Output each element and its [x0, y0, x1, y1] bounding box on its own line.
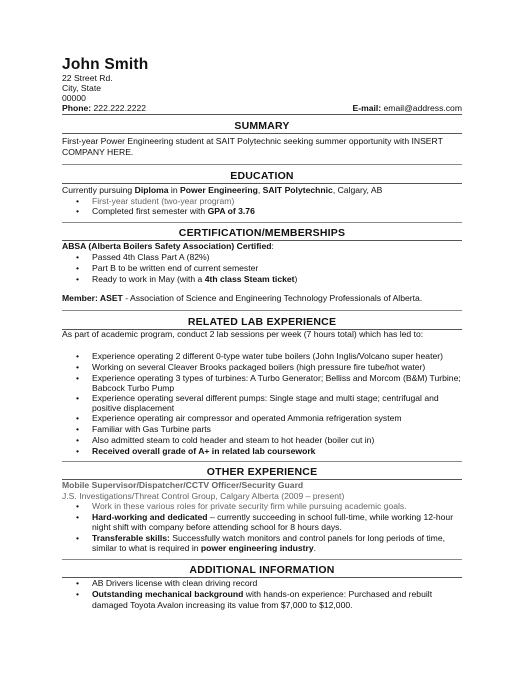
bullet-icon: •: [76, 435, 80, 445]
job-company: J.S. Investigations/Threat Control Group, Calgary Alberta (2009 – present): [62, 491, 345, 501]
cert-name-line: [62, 241, 274, 251]
other-bullet-3-bold: Transferable skills:: [92, 533, 170, 543]
cert-steam-end: ): [294, 274, 298, 284]
education-bullet-2: [92, 206, 464, 217]
bullet-icon: •: [76, 578, 80, 588]
education-location: , Calgary, AB: [332, 185, 383, 195]
certification-heading: CERTIFICATION/MEMBERSHIPS: [178, 227, 346, 239]
education-pre: Currently pursuing: [62, 185, 135, 195]
education-heading: EDUCATION: [230, 170, 294, 182]
cert-colon: :: [271, 241, 274, 251]
other-bullet-2-bold: Hard-working and dedicated: [92, 512, 208, 522]
additional-top-rule: [62, 559, 462, 560]
education-in: in: [168, 185, 180, 195]
lab-bullet-7: Also admitted steam to cold header and steam to hot header (boiler cut in): [92, 435, 375, 445]
phone-number: 222.222.2222: [93, 103, 147, 113]
other-bullet-3-text: Successfully watch monitors and control panels for long periods of time,: [169, 533, 446, 543]
education-bullet-1: First-year student (two-year program): [92, 196, 235, 206]
additional-bullet-2-line-1: [92, 589, 464, 600]
other-bullet-3-end: .: [313, 543, 316, 553]
bullet-icon: •: [76, 512, 80, 522]
zip-code: 00000: [62, 93, 86, 103]
summary-rule: [62, 133, 462, 134]
cert-bullet-3-text: Ready to work in May (with a: [92, 274, 205, 284]
certification-top-rule: [62, 222, 462, 223]
bullet-icon: •: [76, 351, 80, 361]
cert-name: ABSA (Alberta Boilers Safety Association) Certified: [62, 241, 272, 251]
member-text: - Association of Science and Engineering Technology Professionals of Alberta.: [122, 293, 423, 303]
other-bullet-1: Work in these various roles for private security firm while pursuing academic goals.: [92, 501, 407, 511]
other-bullet-3-text-2: similar to what is required in: [92, 543, 201, 553]
other-bullet-3-bold-2: power engineering industry: [200, 543, 314, 553]
additional-bullet-2-line-2: damaged Toyota Avalon increasing its value from $7,000 to $12,000.: [92, 600, 353, 610]
bullet-icon: •: [76, 252, 80, 262]
education-bullet-2-text: Completed first semester with: [92, 206, 208, 216]
bullet-icon: •: [76, 533, 80, 543]
lab-bullet-8: Received overall grade of A+ in related lab coursework: [92, 446, 316, 456]
lab-top-rule: [62, 310, 462, 311]
bullet-icon: •: [76, 373, 80, 383]
bullet-icon: •: [76, 263, 80, 273]
lab-intro: As part of academic program, conduct 2 lab sessions per week (7 hours total) which has led to:: [62, 329, 424, 339]
bullet-icon: •: [76, 274, 80, 284]
email-address[interactable]: email@address.com: [383, 103, 462, 113]
additional-bullet-2-bold: Outstanding mechanical background: [92, 589, 244, 599]
address-line-1: 22 Street Rd.: [62, 73, 113, 83]
lab-bullet-4-line-2: positive displacement: [92, 403, 175, 413]
additional-bullet-1: AB Drivers license with clean driving record: [92, 578, 258, 588]
bullet-icon: •: [76, 362, 80, 372]
header-rule: [62, 114, 462, 115]
other-bullet-2-line-2: night shift with company before attending school for 8 hours days.: [92, 522, 342, 532]
candidate-name: John Smith: [62, 56, 149, 73]
other-top-rule: [62, 461, 462, 462]
bullet-icon: •: [76, 393, 80, 403]
email-label: E-mail:: [352, 103, 382, 113]
additional-bullet-2-text: with hands-on experience: Purchased and rebuilt: [243, 589, 433, 599]
bullet-icon: •: [76, 446, 80, 456]
lab-bullet-4-line-1: Experience operating several different pumps: Single stage and multi stage; centrifugal and: [92, 393, 439, 403]
bullet-icon: •: [76, 196, 80, 206]
lab-bullet-2: Working on several Cleaver Brooks packaged boilers (high pressure fire tube/hot water): [92, 362, 426, 372]
other-bullet-2-text: – currently succeeding in school full-time, while working 12-hour: [207, 512, 454, 522]
membership-line: [62, 293, 422, 303]
bullet-icon: •: [76, 206, 80, 216]
email-line: [352, 103, 462, 113]
summary-text-line-2: COMPANY HERE.: [62, 147, 134, 157]
education-degree: Diploma: [134, 185, 169, 195]
additional-heading: ADDITIONAL INFORMATION: [189, 564, 335, 576]
summary-text-line-1: First-year Power Engineering student at SAIT Polytechnic seeking summer opportunity with INSERT: [62, 136, 443, 146]
other-bullet-3-line-1: [92, 533, 464, 544]
member-label: Member: ASET: [62, 293, 123, 303]
education-gpa: GPA of 3.76: [207, 206, 255, 216]
other-bullet-3-line-2: [92, 543, 464, 554]
job-title: Mobile Supervisor/Dispatcher/CCTV Officer/Security Guard: [62, 480, 304, 490]
lab-bullet-6: Familiar with Gas Turbine parts: [92, 424, 211, 434]
education-top-rule: [62, 164, 462, 165]
bullet-icon: •: [76, 589, 80, 599]
phone-line: [62, 103, 146, 113]
education-rule: [62, 183, 462, 184]
cert-bullet-1: Passed 4th Class Part A (82%): [92, 252, 210, 262]
cert-bullet-3: [92, 274, 464, 285]
lab-bullet-3-line-1: Experience operating 3 types of turbines: A Turbo Generator; Belliss and Morcom (B&M) Turbine;: [92, 373, 461, 383]
bullet-icon: •: [76, 413, 80, 423]
address-line-2: City, State: [62, 83, 102, 93]
cert-bullet-2: Part B to be written end of current semester: [92, 263, 259, 273]
lab-bullet-3-line-2: Babcock Turbo Pump: [92, 383, 175, 393]
lab-heading: RELATED LAB EXPERIENCE: [187, 316, 337, 328]
education-comma: ,: [257, 185, 263, 195]
cert-steam-ticket: 4th class Steam ticket: [204, 274, 295, 284]
education-summary: [62, 185, 382, 195]
lab-bullet-5: Experience operating air compressor and operated Ammonia refrigeration system: [92, 413, 402, 423]
phone-label: Phone:: [62, 103, 92, 113]
bullet-icon: •: [76, 501, 80, 511]
education-school: SAIT Polytechnic: [262, 185, 333, 195]
education-program: Power Engineering: [179, 185, 258, 195]
summary-heading: SUMMARY: [234, 120, 290, 132]
bullet-icon: •: [76, 424, 80, 434]
other-heading: OTHER EXPERIENCE: [206, 466, 318, 478]
other-bullet-2-line-1: [92, 512, 464, 523]
lab-bullet-1: Experience operating 2 different 0-type water tube boilers (John Inglis/Volcano super heater): [92, 351, 443, 361]
